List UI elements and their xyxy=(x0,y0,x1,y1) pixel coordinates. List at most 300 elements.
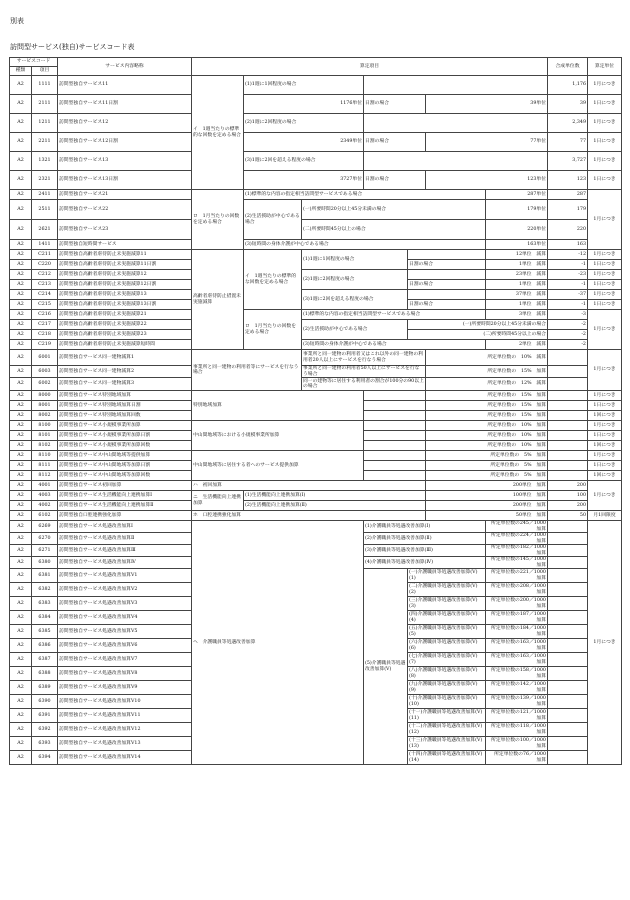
service-item-code: 6390 xyxy=(32,695,58,709)
service-item-code: 2411 xyxy=(32,190,58,200)
composite-units: 100 xyxy=(548,491,588,501)
service-item-code: 8110 xyxy=(32,451,58,461)
abuse-ro3: (3)短時間の身体介護が中心である場合 xyxy=(302,340,486,350)
calc-unit: 1月につき xyxy=(588,451,622,461)
treatment-5-item: (十三)介護職員等処遇改善加算(Ⅴ)(13) xyxy=(408,737,486,751)
same-building-label: 事業所と同一建物の利用者等にサービスを行なう場合 xyxy=(192,350,302,391)
service-name: 訪問型独自サービス12日割 xyxy=(58,133,192,152)
service-kind: A2 xyxy=(10,451,32,461)
table-row xyxy=(10,76,622,95)
service-item-code: 8000 xyxy=(32,391,58,401)
composite-units xyxy=(548,557,588,569)
calc-blank xyxy=(364,114,548,133)
service-code-header: サービスコード xyxy=(10,58,58,67)
service-name: 訪問型独自高齢者虐待防止未実施減算12日割 xyxy=(58,280,192,290)
calc-ro1: (1)標準的な内容の指定相当訪問型サービスである場合 xyxy=(244,190,486,200)
treatment-3: (3)介護職員等処遇改善加算(Ⅲ) xyxy=(364,545,486,557)
service-kind: A2 xyxy=(10,200,32,220)
service-kind: A2 xyxy=(10,583,32,597)
service-kind: A2 xyxy=(10,250,32,260)
service-kind: A2 xyxy=(10,709,32,723)
service-name: 訪問型独自サービス13 xyxy=(58,152,192,171)
service-name: 訪問型独自サービス処遇改善加算Ⅴ14 xyxy=(58,751,192,765)
table-row xyxy=(10,421,622,431)
treatment-5-item: (三)介護職員等処遇改善加算(Ⅴ)(3) xyxy=(408,597,486,611)
service-kind: A2 xyxy=(10,481,32,491)
service-name: 訪問型独自サービス特別地域加算日割 xyxy=(58,401,192,411)
service-kind: A2 xyxy=(10,737,32,751)
same-building-1: 事業所と同一建物の利用者又はこれ以外の同一建物の利用者20人以上にサービスを行なう場合 xyxy=(302,350,426,366)
service-item-code: 1111 xyxy=(32,76,58,95)
service-kind: A2 xyxy=(10,270,32,280)
calc-unit: 1日につき xyxy=(588,401,622,411)
service-name: 訪問型独自サービス生活機能向上連携加算Ⅰ xyxy=(58,491,192,501)
service-item-code: 6384 xyxy=(32,611,58,625)
service-item-code: 8102 xyxy=(32,441,58,451)
initial-addition-label: ハ 初回加算 xyxy=(192,481,426,491)
treatment-5-value: 所定単位数の142／1000 加算 xyxy=(486,681,548,695)
service-name: 訪問型独自サービス中山間地域等提供加算 xyxy=(58,451,192,461)
service-item-code: 8111 xyxy=(32,461,58,471)
table-row xyxy=(10,152,622,171)
calc-unit: 1月につき xyxy=(588,310,622,350)
table-row xyxy=(10,310,622,320)
abuse-weekly-label: イ 1週当たりの標準的な回数を定める場合 xyxy=(244,250,302,310)
service-name: 訪問型独自サービス処遇改善加算Ⅴ13 xyxy=(58,737,192,751)
calc-blank xyxy=(364,152,548,171)
service-name: 訪問型独自サービス中山間地域等加算回数 xyxy=(58,471,192,481)
calc-ro3-units: 163単位 xyxy=(486,240,548,250)
abuse-value: 23単位 減算 xyxy=(486,270,548,280)
service-kind: A2 xyxy=(10,378,32,391)
treatment-1: (1)介護職員等処遇改善加算(Ⅰ) xyxy=(364,521,486,533)
service-name: 訪問型独自サービス小規模事業所加算 xyxy=(58,421,192,431)
calc-unit: 1月につき xyxy=(588,481,622,511)
table-row xyxy=(10,114,622,133)
treatment-5-item: (十)介護職員等処遇改善加算(Ⅴ)(10) xyxy=(408,695,486,709)
service-kind: A2 xyxy=(10,421,32,431)
service-name: 訪問型独自高齢者虐待防止未実施減算短時間 xyxy=(58,340,192,350)
abuse-i3: (3)1週に2回を超える程度の場合 xyxy=(302,290,408,310)
calc-unit: 1月につき xyxy=(588,114,622,133)
service-name: 訪問型独自サービス処遇改善加算Ⅴ1 xyxy=(58,569,192,583)
composite-units xyxy=(548,461,588,471)
composite-units xyxy=(548,421,588,431)
service-name: 訪問型独自サービス小規模事業所加算回数 xyxy=(58,441,192,451)
composite-units: 39 xyxy=(548,95,588,114)
service-item-code: C220 xyxy=(32,260,58,270)
service-kind: A2 xyxy=(10,411,32,421)
composite-units xyxy=(548,653,588,667)
treatment-5-item: (二)介護職員等処遇改善加算(Ⅴ)(2) xyxy=(408,583,486,597)
table-row xyxy=(10,391,622,401)
composite-units xyxy=(548,378,588,391)
service-item-code: 4002 xyxy=(32,501,58,511)
service-item-code: C218 xyxy=(32,330,58,340)
composite-units: 287 xyxy=(548,190,588,200)
treatment-5-item: (八)介護職員等処遇改善加算(Ⅴ)(8) xyxy=(408,667,486,681)
service-kind: A2 xyxy=(10,511,32,521)
composite-units: -1 xyxy=(548,280,588,290)
service-name: 訪問型独自高齢者虐待防止未実施減算23 xyxy=(58,330,192,340)
composite-units-header: 合成単位数 xyxy=(548,58,588,76)
composite-units xyxy=(548,391,588,401)
table-row xyxy=(10,378,622,391)
service-item-code: 2321 xyxy=(32,171,58,190)
service-kind: A2 xyxy=(10,290,32,300)
service-item-code: 2111 xyxy=(32,95,58,114)
service-kind: A2 xyxy=(10,280,32,290)
table-row xyxy=(10,451,622,461)
service-name: 訪問型独自サービス処遇改善加算Ⅴ12 xyxy=(58,723,192,737)
service-kind: A2 xyxy=(10,171,32,190)
abuse-i1: (1)1週に1回程度の場合 xyxy=(302,250,408,270)
table-row xyxy=(10,366,622,378)
composite-units: 2,349 xyxy=(548,114,588,133)
treatment-5-value: 所定単位数の200／1000 加算 xyxy=(486,597,548,611)
composite-units: 77 xyxy=(548,133,588,152)
service-item-code: 1411 xyxy=(32,240,58,250)
special-area-label: 特別地域加算 xyxy=(192,391,364,421)
service-name: 訪問型独自サービス21 xyxy=(58,190,192,200)
composite-units xyxy=(548,709,588,723)
service-name: 訪問型独自サービス同一建物減算3 xyxy=(58,378,192,391)
calc-ro2b: (二)所要時間45分以上の場合 xyxy=(302,220,486,240)
calc-unit: 1日につき xyxy=(588,431,622,441)
same-building-value: 所定単位数の 12% 減算 xyxy=(426,378,548,391)
service-name: 訪問型独自高齢者虐待防止未実施減算11 xyxy=(58,250,192,260)
table-row xyxy=(10,481,622,491)
composite-units xyxy=(548,583,588,597)
daily-label: 日割の場合 xyxy=(408,300,486,310)
service-item-code: 4001 xyxy=(32,481,58,491)
service-kind: A2 xyxy=(10,667,32,681)
service-item-code: C211 xyxy=(32,250,58,260)
service-item-code: 4003 xyxy=(32,491,58,501)
treatment-5-value: 所定単位数の118／1000 加算 xyxy=(486,723,548,737)
service-name: 訪問型独自サービス11日割 xyxy=(58,95,192,114)
service-kind: A2 xyxy=(10,441,32,451)
service-item-code: 8100 xyxy=(32,421,58,431)
service-name: 訪問型独自高齢者虐待防止未実施減算21 xyxy=(58,310,192,320)
treatment-5-value: 所定単位数の184／1000 加算 xyxy=(486,625,548,639)
composite-units: 123 xyxy=(548,171,588,190)
service-kind: A2 xyxy=(10,95,32,114)
abuse-value: 2単位 減算 xyxy=(486,340,548,350)
table-row xyxy=(10,171,622,190)
composite-units xyxy=(548,411,588,421)
composite-units xyxy=(548,533,588,545)
service-item-code: 6271 xyxy=(32,545,58,557)
calc-items-header: 算定項目 xyxy=(192,58,548,76)
composite-units: -1 xyxy=(548,300,588,310)
service-name: 訪問型独自高齢者虐待防止未実施減算12 xyxy=(58,270,192,280)
service-name: 訪問型独自サービス処遇改善加算Ⅴ2 xyxy=(58,583,192,597)
service-name-header: サービス内容略称 xyxy=(58,58,192,76)
service-kind: A2 xyxy=(10,557,32,569)
service-name: 訪問型独自サービス処遇改善加算Ⅴ9 xyxy=(58,681,192,695)
regional-value: 所定単位数の 15% 加算 xyxy=(426,401,548,411)
abuse-value: 1単位 減算 xyxy=(486,260,548,270)
service-name: 訪問型独自サービス処遇改善加算Ⅴ4 xyxy=(58,611,192,625)
calc-unit: 1日につき xyxy=(588,300,622,310)
composite-units xyxy=(548,471,588,481)
service-item-code: 6102 xyxy=(32,511,58,521)
composite-units: 3,727 xyxy=(548,152,588,171)
regional-value: 所定単位数の 10% 加算 xyxy=(426,441,548,451)
daily-units: 39単位 xyxy=(426,95,548,114)
service-kind: A2 xyxy=(10,152,32,171)
service-name: 訪問型独自サービス小規模事業所加算日割 xyxy=(58,431,192,441)
abuse-prevention-label: 高齢者虐待防止措置未実施減算 xyxy=(192,250,244,350)
treatment-5-item: (五)介護職員等処遇改善加算(Ⅴ)(5) xyxy=(408,625,486,639)
calc-unit: 1月につき xyxy=(588,350,622,391)
service-kind: A2 xyxy=(10,133,32,152)
service-kind: A2 xyxy=(10,521,32,533)
service-item-code: 6381 xyxy=(32,569,58,583)
calc-blank xyxy=(408,290,486,300)
calc-unit: 1月につき xyxy=(588,290,622,300)
regional-value: 所定単位数の 5% 加算 xyxy=(426,461,548,471)
service-kind: A2 xyxy=(10,350,32,366)
table-row xyxy=(10,491,622,501)
calc-blank xyxy=(364,401,426,411)
service-name: 訪問型独自サービス処遇改善加算Ⅴ8 xyxy=(58,667,192,681)
composite-units xyxy=(548,441,588,451)
calc-blank xyxy=(364,451,426,461)
service-name: 訪問型独自サービス特別地域加算回数 xyxy=(58,411,192,421)
service-item-code: 6386 xyxy=(32,639,58,653)
service-item-code: C215 xyxy=(32,300,58,310)
regional-value: 所定単位数の 15% 加算 xyxy=(426,411,548,421)
treatment-5-item: (一)介護職員等処遇改善加算(Ⅴ)(1) xyxy=(408,569,486,583)
calc-blank xyxy=(364,411,426,421)
table-row xyxy=(10,133,622,152)
treatment-5-value: 所定単位数の163／1000 加算 xyxy=(486,653,548,667)
table-row xyxy=(10,320,622,330)
service-name: 訪問型独自サービス特別地域加算 xyxy=(58,391,192,401)
abuse-ro1: (1)標準的な内容の指定相当訪問型サービスである場合 xyxy=(302,310,486,320)
service-kind: A2 xyxy=(10,625,32,639)
calc-unit: 1回につき xyxy=(588,441,622,451)
service-item-code: 6392 xyxy=(32,723,58,737)
composite-units: 200 xyxy=(548,501,588,511)
table-row xyxy=(10,220,622,240)
abuse-value: 12単位 減算 xyxy=(486,250,548,260)
service-kind: A2 xyxy=(10,260,32,270)
life-function-2: (2)生活機能向上連携加算(Ⅱ) xyxy=(244,501,426,511)
service-kind: A2 xyxy=(10,501,32,511)
service-kind: A2 xyxy=(10,401,32,411)
calc-blank xyxy=(364,441,426,451)
calc-ro1-units: 287単位 xyxy=(486,190,548,200)
service-name: 訪問型独自サービス22 xyxy=(58,200,192,220)
service-name: 訪問型独自サービス初回加算 xyxy=(58,481,192,491)
service-code-table xyxy=(9,57,622,765)
service-item-code: 2621 xyxy=(32,220,58,240)
service-item-code: 6002 xyxy=(32,378,58,391)
abuse-value: 1単位 減算 xyxy=(486,300,548,310)
regional-value: 所定単位数の 5% 加算 xyxy=(426,471,548,481)
composite-units xyxy=(548,569,588,583)
treatment-value: 所定単位数の182／1000 加算 xyxy=(486,545,548,557)
service-name: 訪問型独自サービス同一建物減算1 xyxy=(58,350,192,366)
life-function-value: 200単位 加算 xyxy=(426,501,548,511)
service-name: 訪問型独自サービス処遇改善加算Ⅰ xyxy=(58,521,192,533)
composite-units xyxy=(548,451,588,461)
composite-units: 50 xyxy=(548,511,588,521)
abuse-value: 3単位 減算 xyxy=(486,310,548,320)
daily-label: 日割の場合 xyxy=(408,280,486,290)
treatment-5-value: 所定単位数の158／1000 加算 xyxy=(486,667,548,681)
calc-unit-header: 算定単位 xyxy=(588,58,622,76)
life-function-label: ニ 生活機能向上連携加算 xyxy=(192,491,244,511)
composite-units xyxy=(548,521,588,533)
service-kind: A2 xyxy=(10,545,32,557)
service-kind: A2 xyxy=(10,681,32,695)
daily-label: 日割の場合 xyxy=(364,133,426,152)
service-name: 訪問型独自サービス処遇改善加算Ⅴ10 xyxy=(58,695,192,709)
page-title: 訪問型サービス(独自)サービスコード表 xyxy=(10,43,135,51)
service-item-code: 2511 xyxy=(32,200,58,220)
service-kind: A2 xyxy=(10,653,32,667)
service-item-code: 8002 xyxy=(32,411,58,421)
service-kind: A2 xyxy=(10,310,32,320)
composite-units: -2 xyxy=(548,320,588,330)
composite-units xyxy=(548,401,588,411)
calc-unit: 1日につき xyxy=(588,280,622,290)
service-kind: A2 xyxy=(10,340,32,350)
treatment-5-item: (十四)介護職員等処遇改善加算(Ⅴ)(14) xyxy=(408,751,486,765)
treatment-5-item: (九)介護職員等処遇改善加算(Ⅴ)(9) xyxy=(408,681,486,695)
table-row xyxy=(10,501,622,511)
composite-units xyxy=(548,366,588,378)
regional-value: 所定単位数の 10% 加算 xyxy=(426,431,548,441)
service-item-code: 6388 xyxy=(32,667,58,681)
service-name: 訪問型独自高齢者虐待防止未実施減算11日割 xyxy=(58,260,192,270)
service-name: 訪問型独自サービス処遇改善加算Ⅱ xyxy=(58,533,192,545)
calc-unit: 1月につき xyxy=(588,76,622,95)
composite-units xyxy=(548,639,588,653)
service-kind: A2 xyxy=(10,190,32,200)
treatment-5-item: (四)介護職員等処遇改善加算(Ⅴ)(4) xyxy=(408,611,486,625)
service-item-code: 6385 xyxy=(32,625,58,639)
service-kind: A2 xyxy=(10,751,32,765)
service-name: 訪問型独自サービス23 xyxy=(58,220,192,240)
service-item-code: 6380 xyxy=(32,557,58,569)
same-building-value: 所定単位数の 10% 減算 xyxy=(426,350,548,366)
daily-units: 77単位 xyxy=(426,133,548,152)
abuse-monthly-label: ロ 1月当たりの回数を定める場合 xyxy=(244,310,302,350)
service-kind: A2 xyxy=(10,723,32,737)
calc-i3: (3)1週に2回を超える程度の場合 xyxy=(244,152,364,171)
table-row xyxy=(10,511,622,521)
treatment-value: 所定単位数の224／1000 加算 xyxy=(486,533,548,545)
mountain-area-label: 中山間地域等に居住する者へのサービス提供加算 xyxy=(192,451,364,481)
treatment-5-value: 所定単位数の187／1000 加算 xyxy=(486,611,548,625)
daily-units: 123単位 xyxy=(426,171,548,190)
treatment-5-value: 所定単位数の121／1000 加算 xyxy=(486,709,548,723)
table-row xyxy=(10,190,622,200)
table-row xyxy=(10,240,622,250)
composite-units xyxy=(548,611,588,625)
calc-i1-units: 1176単位 xyxy=(244,95,364,114)
service-kind: A2 xyxy=(10,695,32,709)
treatment-value: 所定単位数の145／1000 加算 xyxy=(486,557,548,569)
service-item-code: 6393 xyxy=(32,737,58,751)
calc-ro3: (3)短時間の身体介護が中心である場合 xyxy=(244,240,486,250)
treatment-4: (4)介護職員等処遇改善加算(Ⅳ) xyxy=(364,557,486,569)
service-item-code: 6382 xyxy=(32,583,58,597)
oral-addition-value: 50単位 加算 xyxy=(426,511,548,521)
oral-addition-label: ホ 口腔連携強化加算 xyxy=(192,511,426,521)
composite-units xyxy=(548,545,588,557)
service-kind: A2 xyxy=(10,366,32,378)
service-item-code: C214 xyxy=(32,290,58,300)
composite-units: -37 xyxy=(548,290,588,300)
treatment-5-value: 所定単位数の221／1000 加算 xyxy=(486,569,548,583)
composite-units: 220 xyxy=(548,220,588,240)
treatment-5-value: 所定単位数の100／1000 加算 xyxy=(486,737,548,751)
table-row xyxy=(10,200,622,220)
initial-addition-value: 200単位 加算 xyxy=(426,481,548,491)
table-row xyxy=(10,350,622,366)
treatment-5-item: (七)介護職員等処遇改善加算(Ⅴ)(7) xyxy=(408,653,486,667)
calc-unit: 月1回限度 xyxy=(588,511,622,521)
calc-ro2b-units: 220単位 xyxy=(486,220,548,240)
composite-units xyxy=(548,723,588,737)
service-kind: A2 xyxy=(10,391,32,401)
service-item-code: 8112 xyxy=(32,471,58,481)
composite-units: -3 xyxy=(548,310,588,320)
service-item-code: 6387 xyxy=(32,653,58,667)
calc-unit: 1回につき xyxy=(588,471,622,481)
service-name: 訪問型独自サービス処遇改善加算Ⅴ6 xyxy=(58,639,192,653)
calc-blank xyxy=(364,471,426,481)
composite-units xyxy=(548,625,588,639)
calc-ro2a: (一)所要時間20分以上45分未満の場合 xyxy=(302,200,486,220)
service-kind: A2 xyxy=(10,611,32,625)
composite-units: 200 xyxy=(548,481,588,491)
calc-unit: 1日につき xyxy=(588,260,622,270)
service-item-code: C219 xyxy=(32,340,58,350)
service-kind: A2 xyxy=(10,330,32,340)
service-name: 訪問型独自高齢者虐待防止未実施減算22 xyxy=(58,320,192,330)
service-kind: A2 xyxy=(10,461,32,471)
treatment-5-item: (六)介護職員等処遇改善加算(Ⅴ)(6) xyxy=(408,639,486,653)
calc-unit: 1日につき xyxy=(588,461,622,471)
calc-unit: 1日につき xyxy=(588,171,622,190)
service-item-code: 6003 xyxy=(32,366,58,378)
treatment-5-value: 所定単位数の163／1000 加算 xyxy=(486,639,548,653)
calc-unit: 1月につき xyxy=(588,152,622,171)
service-item-code: 6001 xyxy=(32,350,58,366)
service-name: 訪問型独自サービス12 xyxy=(58,114,192,133)
service-item-code: C213 xyxy=(32,280,58,290)
service-item-code: 1211 xyxy=(32,114,58,133)
calc-unit: 1月につき xyxy=(588,270,622,280)
service-name: 訪問型独自サービス中山間地域等加算日割 xyxy=(58,461,192,471)
calc-unit: 1日につき xyxy=(588,133,622,152)
service-kind: A2 xyxy=(10,533,32,545)
calc-blank xyxy=(408,270,486,280)
composite-units xyxy=(548,751,588,765)
service-item-code: C216 xyxy=(32,310,58,320)
composite-units xyxy=(548,695,588,709)
service-name: 訪問型独自サービス13日割 xyxy=(58,171,192,190)
service-item-code: 6394 xyxy=(32,751,58,765)
abuse-ro2: (2)生活援助が中心である場合 xyxy=(302,320,408,340)
